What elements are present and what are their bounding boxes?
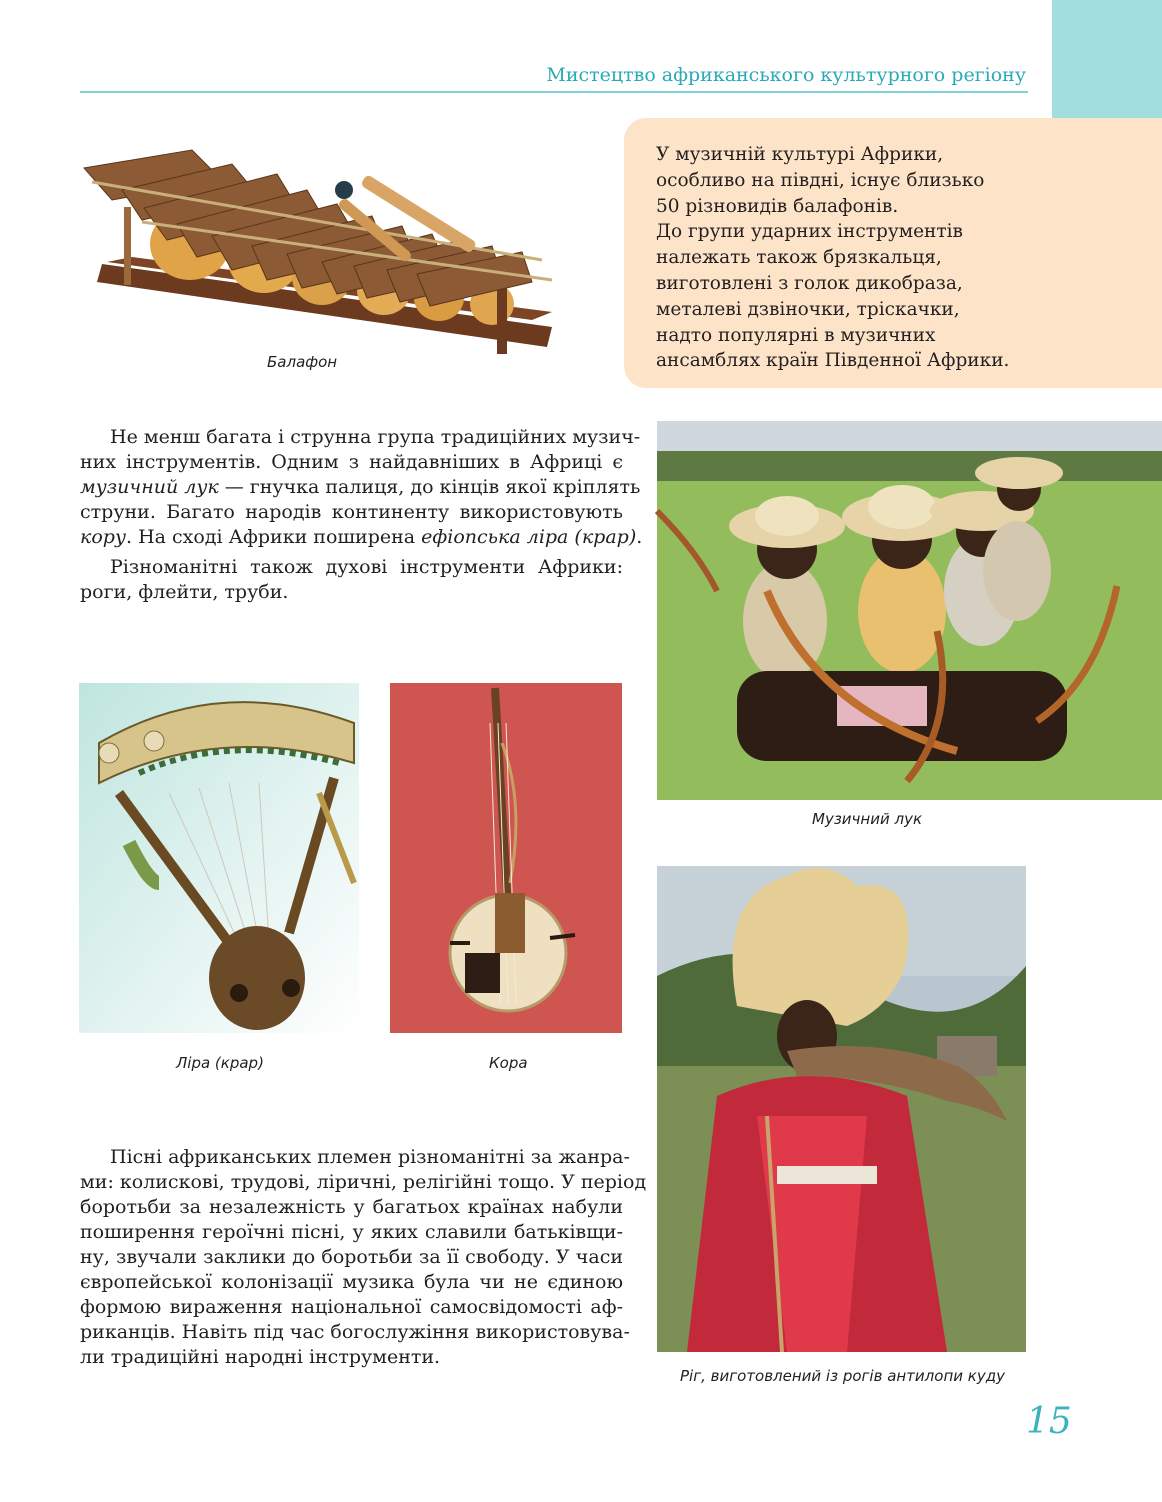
info-line: До групи ударних інструментів — [656, 221, 963, 243]
info-box-text — [656, 142, 1036, 374]
text-line: Не менш багата і струнна група традиційних музич- — [110, 426, 641, 448]
text-line: ми: колискові, трудові, ліричні, релігійні тощо. У період — [80, 1171, 647, 1193]
header-rule — [80, 91, 1028, 93]
running-header: Мистецтво африканського культурного регіону — [546, 64, 1026, 86]
text-line — [80, 475, 641, 500]
text-line: європейської колонізації музика була чи не єдиною — [80, 1271, 623, 1293]
text-fragment: . — [636, 526, 643, 548]
text-line: формою вираження національної самосвідомості аф- — [80, 1296, 623, 1318]
info-line: надто популярні в музичних — [656, 324, 936, 346]
info-line: 50 різновидів балафонів. — [656, 195, 899, 217]
info-line: виготовлені з голок дикобраза, — [656, 272, 963, 294]
text-line: поширення героїчні пісні, у яких славили батьківщи- — [80, 1221, 623, 1243]
page-number: 15 — [1026, 1401, 1072, 1442]
term-musical-bow: музичний лук — [80, 476, 219, 498]
info-line: металеві дзвіночки, тріскачки, — [656, 298, 960, 320]
text-line: риканців. Навіть під час богослужіння використовува- — [80, 1321, 630, 1343]
text-line: боротьби за незалежність у багатьох країнах набули — [80, 1196, 623, 1218]
text-line: струни. Багато народів континенту використовують — [80, 501, 623, 523]
text-line: них інструментів. Одним з найдавніших в Африці є — [80, 451, 623, 473]
text-line: ну, звучали заклики до боротьби за її свободу. У часи — [80, 1246, 623, 1268]
kora-photo — [390, 683, 622, 1033]
info-line: належать також брязкальця, — [656, 247, 942, 269]
horn-photo — [657, 866, 1026, 1352]
lyre-photo — [79, 683, 359, 1033]
info-line: особливо на півдні, існує близько — [656, 169, 985, 191]
info-line: ансамблях країн Південної Африки. — [656, 350, 1010, 372]
paragraph-winds — [80, 555, 623, 605]
info-line: У музичній культурі Африки, — [656, 144, 944, 165]
text-line: Різноманітні також духові інструменти Африки: — [110, 556, 623, 578]
balafon-image — [82, 112, 557, 362]
caption-lyre: Ліра (крар) — [176, 1054, 264, 1072]
term-ethiopian-lyre: ефіопська ліра (крар) — [421, 526, 637, 548]
paragraph-strings — [80, 425, 643, 550]
term-kora: кору — [80, 526, 126, 548]
musical-bow-photo — [657, 421, 1162, 800]
text-fragment: . На сході Африки поширена — [125, 526, 422, 548]
caption-balafon: Балафон — [267, 353, 338, 371]
text-fragment: — гнучка палиця, до кінців якої кріплять — [218, 476, 641, 498]
text-line: Пісні африканських племен різноманітні за жанра- — [110, 1146, 630, 1168]
caption-kora: Кора — [489, 1054, 528, 1072]
text-line — [80, 525, 643, 550]
caption-horn: Ріг, виготовлений із рогів антилопи куду — [680, 1367, 1005, 1385]
caption-musical-bow: Музичний лук — [812, 810, 923, 828]
text-line: роги, флейти, труби. — [80, 581, 289, 603]
text-line: ли традиційні народні інструменти. — [80, 1346, 441, 1368]
paragraph-songs — [80, 1145, 647, 1370]
